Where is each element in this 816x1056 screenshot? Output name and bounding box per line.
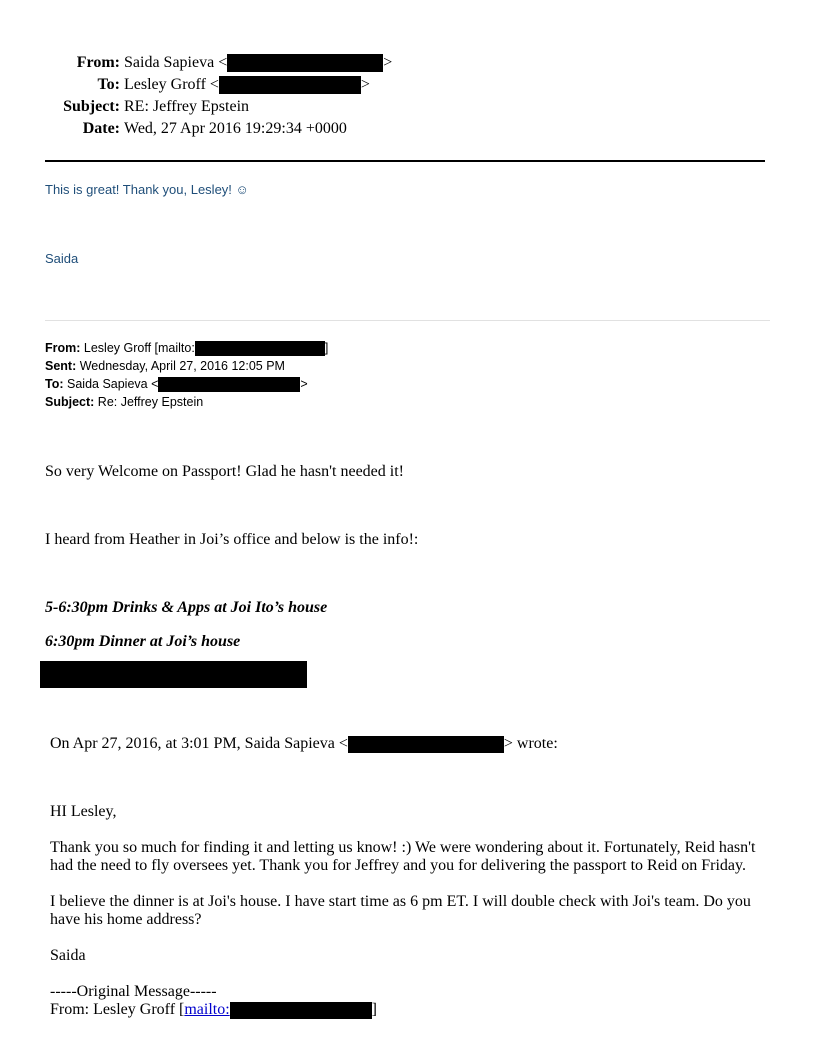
forwarded-from-label: From:: [45, 341, 81, 355]
original-message-marker: -----Original Message-----: [50, 983, 217, 1000]
quoted-paragraph: I believe the dinner is at Joi's house. I have start time as 6 pm ET. I will double check with Joi's team. Do you have his home address?: [50, 893, 751, 928]
message-paragraph: I heard from Heather in Joi’s office and below is the info!:: [45, 531, 419, 548]
forwarded-subject-label: Subject:: [45, 395, 95, 409]
header-date-label: Date:: [82, 120, 120, 137]
forwarded-to-row: [45, 375, 308, 393]
forwarded-to-value: Saida Sapieva <: [67, 377, 159, 391]
redaction-bar: [40, 661, 307, 688]
redaction-bar: [227, 54, 383, 72]
header-to-label: To:: [97, 76, 120, 93]
redaction-bar: [348, 736, 504, 753]
quoted-signature: Saida: [50, 947, 86, 964]
forwarded-subject-row: [45, 393, 203, 411]
quoted-greeting: HI Lesley,: [50, 803, 117, 820]
schedule-line: 6:30pm Dinner at Joi’s house: [45, 633, 241, 650]
header-subject-row: [0, 97, 249, 117]
forwarded-subject-value: Re: Jeffrey Epstein: [97, 395, 204, 409]
forwarded-sent-label: Sent:: [45, 359, 77, 373]
forwarded-from-row: [45, 339, 328, 357]
header-from-row: [0, 53, 392, 73]
redaction-bar: [230, 1002, 372, 1019]
quoted-intro-text: On Apr 27, 2016, at 3:01 PM, Saida Sapieva <: [50, 735, 348, 752]
forwarded-to-label: To:: [45, 377, 64, 391]
header-to-close: >: [360, 76, 370, 93]
header-date-row: [0, 119, 347, 139]
forwarded-to-close: >: [300, 377, 308, 391]
header-subject-value: RE: Jeffrey Epstein: [124, 98, 250, 115]
message-paragraph: So very Welcome on Passport! Glad he hasn't needed it!: [45, 463, 404, 480]
quoted-intro: [50, 735, 558, 753]
reply-text: This is great! Thank you, Lesley! ☺: [45, 182, 249, 197]
header-to-value: Lesley Groff <: [124, 76, 219, 93]
redaction-bar: [158, 377, 300, 392]
schedule-line: 5-6:30pm Drinks & Apps at Joi Ito’s house: [45, 599, 328, 616]
reply-signature: Saida: [45, 251, 79, 266]
header-from-label: From:: [76, 54, 120, 71]
forwarded-sent-value: Wednesday, April 27, 2016 12:05 PM: [79, 359, 285, 373]
header-from-value: Saida Sapieva <: [124, 54, 228, 71]
original-from-prefix: From: Lesley Groff [: [50, 1001, 185, 1018]
redaction-bar: [195, 341, 325, 356]
reply-divider: [45, 320, 770, 321]
forwarded-from-close: ]: [324, 341, 329, 355]
header-to-row: [0, 75, 370, 95]
quoted-intro-suffix: > wrote:: [503, 735, 558, 752]
header-divider: [45, 160, 765, 162]
header-from-close: >: [383, 54, 393, 71]
mailto-link[interactable]: mailto:: [184, 1001, 230, 1018]
original-from-close: ]: [371, 1001, 377, 1018]
quoted-paragraph: Thank you so much for finding it and letting us know! :) We were wondering about it. Fortunately, Reid hasn't had the need to fly oversees yet. Thank you for Jeffrey and you for delivering the passport to Reid on Friday.: [50, 839, 756, 874]
forwarded-sent-row: [45, 357, 285, 375]
forwarded-from-value: Lesley Groff [mailto:: [83, 341, 195, 355]
redaction-bar: [219, 76, 361, 94]
header-subject-label: Subject:: [63, 98, 120, 115]
original-from-row: [50, 1001, 377, 1019]
header-date-value: Wed, 27 Apr 2016 19:29:34 +0000: [124, 120, 347, 137]
